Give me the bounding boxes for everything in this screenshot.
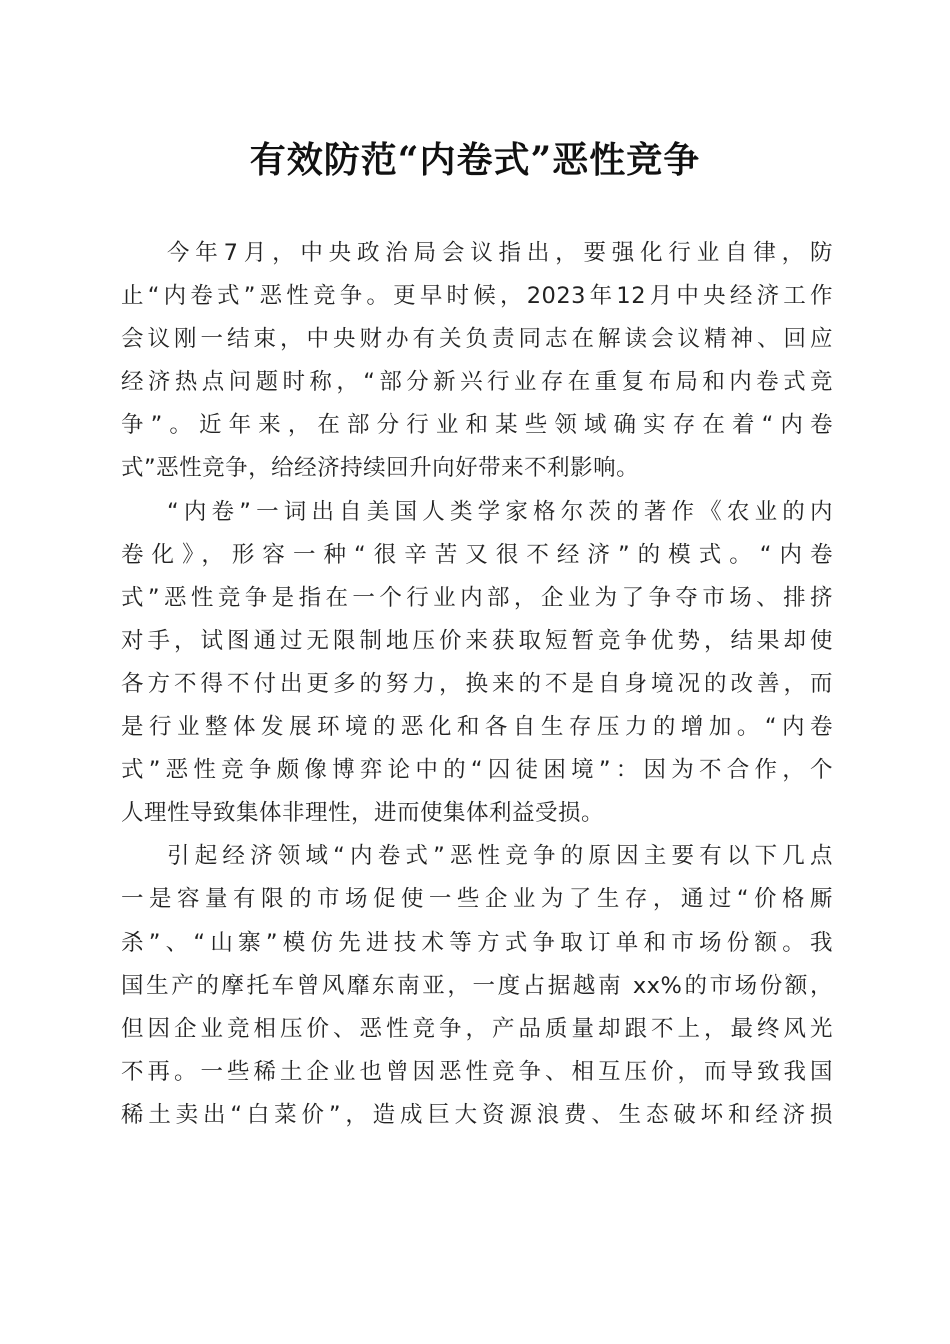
text-line: 对手，试图通过无限制地压价来获取短暂竞争优势，结果却使 [121, 627, 833, 654]
text-line: 但因企业竞相压价、恶性竞争，产品质量却跟不上，最终风光 [121, 1015, 833, 1042]
text-line: 经济热点问题时称，“部分新兴行业存在重复布局和内卷式竞 [121, 369, 833, 396]
text-line: 杀”、“山寨”模仿先进技术等方式争取订单和市场份额。我 [121, 929, 833, 956]
text-line: 式”恶性竞争颇像博弈论中的“囚徒困境”：因为不合作，个 [121, 757, 833, 784]
paragraph-1 [121, 232, 833, 491]
text-line: 各方不得不付出更多的努力，换来的不是自身境况的改善，而 [121, 670, 833, 697]
text-line: 争”。近年来，在部分行业和某些领域确实存在着“内卷 [121, 412, 833, 439]
document-title: 有效防范“内卷式”恶性竞争 [249, 139, 701, 181]
text-line: 是行业整体发展环境的恶化和各自生存压力的增加。“内卷 [121, 714, 833, 741]
text-line: 今年7月，中央政治局会议指出，要强化行业自律，防 [167, 240, 833, 266]
text-line: 人理性导致集体非理性，进而使集体利益受损。 [121, 800, 605, 827]
text-line: 国生产的摩托车曾风靡东南亚，一度占据越南 xx%的市场份额， [121, 972, 833, 999]
text-line: 止“内卷式”恶性竞争。更早时候，2023年12月中央经济工作 [121, 283, 833, 310]
document-body [121, 232, 833, 1137]
text-line: 式”恶性竞争是指在一个行业内部，企业为了争夺市场、排挤 [121, 584, 833, 611]
text-line: 一是容量有限的市场促使一些企业为了生存，通过“价格厮 [121, 886, 833, 913]
text-line: 引起经济领域“内卷式”恶性竞争的原因主要有以下几点 [167, 843, 833, 870]
text-line: “内卷”一词出自美国人类学家格尔茨的著作《农业的内 [167, 498, 833, 525]
text-line: 式”恶性竞争，给经济持续回升向好带来不利影响。 [121, 455, 640, 482]
text-line: 卷化》，形容一种“很辛苦又很不经济”的模式。“内卷 [121, 541, 833, 568]
paragraph-2 [121, 491, 833, 836]
text-line: 稀土卖出“白菜价”，造成巨大资源浪费、生态破坏和经济损 [121, 1101, 833, 1128]
paragraph-3 [121, 835, 833, 1137]
text-line: 会议刚一结束，中央财办有关负责同志在解读会议精神、回应 [121, 326, 833, 353]
text-line: 不再。一些稀土企业也曾因恶性竞争、相互压价，而导致我国 [121, 1058, 833, 1085]
